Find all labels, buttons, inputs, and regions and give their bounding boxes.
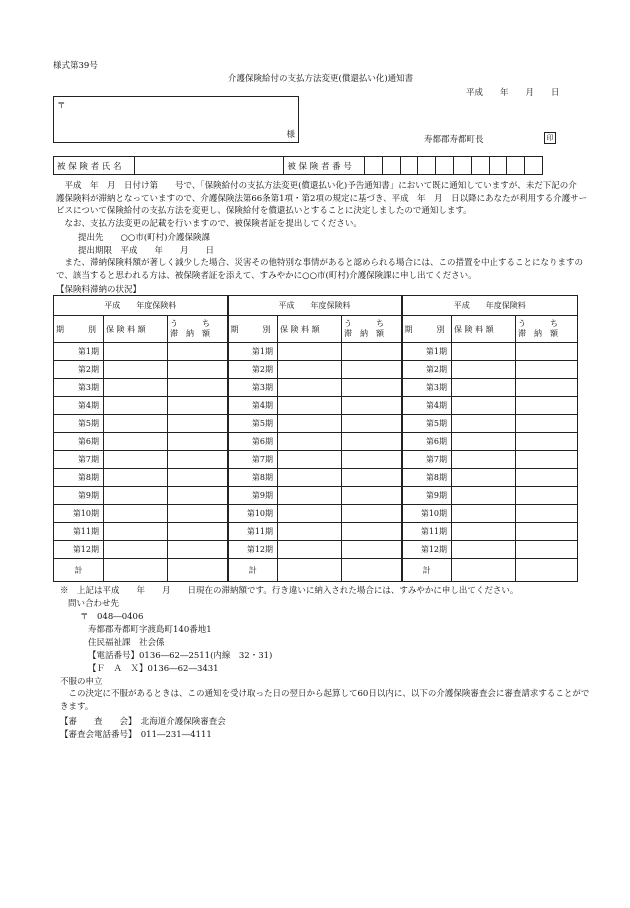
paragraph-line: で、該当すると思われる方は、被保険者証を添えて、すみやかに○○市(町村)介護保険課に申し出てください。 <box>56 270 477 281</box>
premium-amount-cell[interactable] <box>104 397 168 415</box>
table-row <box>54 541 578 559</box>
table-row <box>54 505 578 523</box>
arrears-column-header <box>168 316 228 343</box>
arrears-amount-cell[interactable] <box>516 415 578 433</box>
issuer: 寿都郡寿都町長 <box>424 135 484 145</box>
total-label: 計 <box>54 559 104 582</box>
inquiry-phone: 【電話番号】0136―62―2511(内線 32・31) <box>88 651 273 661</box>
period-label: 第2期 <box>402 361 452 379</box>
form-number: 様式第39号 <box>53 61 98 71</box>
period-label: 第8期 <box>402 469 452 487</box>
submission-deadline: 提出期限 平成 年 月 日 <box>78 246 215 256</box>
inquiry-fax: 【Ｆ Ａ Ｘ】0136―62―3431 <box>88 664 219 674</box>
period-label: 第10期 <box>54 505 104 523</box>
arrears-amount-cell[interactable] <box>168 379 228 397</box>
period-label: 第7期 <box>54 451 104 469</box>
arrears-amount-cell[interactable] <box>168 415 228 433</box>
body-paragraph-3 <box>56 257 583 282</box>
table-row <box>54 361 578 379</box>
paragraph-line: また、滞納保険料額が著しく減少した場合、災害その他特別な事情があると認められる場合には、この措置を中止することになりますの <box>56 258 584 268</box>
premium-amount-cell[interactable] <box>278 487 342 505</box>
arrears-amount-cell[interactable] <box>342 343 402 361</box>
premium-total-cell[interactable] <box>452 559 516 582</box>
premium-amount-cell[interactable] <box>104 343 168 361</box>
arrears-amount-cell[interactable] <box>342 505 402 523</box>
document-title: 介護保険給付の支払方法変更(償還払い化)通知書 <box>228 74 414 84</box>
arrears-amount-cell[interactable] <box>516 379 578 397</box>
appeal-line: この決定に不服があるときは、この通知を受け取った日の翌日から起算して60日以内に、以下の介護保険審査会に審査請求することがで <box>60 689 590 699</box>
insured-number-digit[interactable] <box>507 157 525 175</box>
arrears-amount-cell[interactable] <box>168 397 228 415</box>
period-label: 第4期 <box>228 397 278 415</box>
arrears-total-cell[interactable] <box>342 559 402 582</box>
insured-number-digit[interactable] <box>453 157 471 175</box>
arrears-amount-cell[interactable] <box>168 523 228 541</box>
premium-column-header: 保 険 料 額 <box>104 316 168 343</box>
arrears-amount-cell[interactable] <box>342 415 402 433</box>
period-label: 第5期 <box>228 415 278 433</box>
insured-number-digit[interactable] <box>471 157 489 175</box>
period-label: 第11期 <box>402 523 452 541</box>
premium-amount-cell[interactable] <box>104 487 168 505</box>
total-label: 計 <box>228 559 278 582</box>
address-box <box>53 96 299 143</box>
period-label: 第11期 <box>228 523 278 541</box>
period-label: 第1期 <box>54 343 104 361</box>
premium-amount-cell[interactable] <box>278 541 342 559</box>
period-label: 第6期 <box>228 433 278 451</box>
arrears-amount-cell[interactable] <box>168 343 228 361</box>
arrears-amount-cell[interactable] <box>168 469 228 487</box>
arrears-amount-cell[interactable] <box>342 361 402 379</box>
period-label: 第2期 <box>228 361 278 379</box>
premium-total-cell[interactable] <box>278 559 342 582</box>
arrears-table <box>53 295 578 582</box>
arrears-column-header-top: う ち <box>518 319 559 328</box>
submission-to: 提出先 ○○市(町村)介護保険課 <box>78 233 210 243</box>
period-label: 第9期 <box>54 487 104 505</box>
premium-amount-cell[interactable] <box>452 451 516 469</box>
arrears-amount-cell[interactable] <box>516 523 578 541</box>
arrears-amount-cell[interactable] <box>168 541 228 559</box>
period-label: 第10期 <box>402 505 452 523</box>
premium-amount-cell[interactable] <box>452 487 516 505</box>
arrears-amount-cell[interactable] <box>168 487 228 505</box>
period-label: 第7期 <box>228 451 278 469</box>
appeal-heading: 不服の申立 <box>60 677 103 687</box>
premium-amount-cell[interactable] <box>278 433 342 451</box>
insured-name-field[interactable] <box>134 157 284 175</box>
insured-info-table <box>53 156 543 175</box>
appeal-text <box>60 688 589 713</box>
insured-number-digit[interactable] <box>400 157 418 175</box>
insured-name-label: 被 保 険 者 氏 名 <box>54 157 135 175</box>
insured-number-digit[interactable] <box>436 157 454 175</box>
premium-amount-cell[interactable] <box>278 415 342 433</box>
premium-amount-cell[interactable] <box>452 361 516 379</box>
arrears-amount-cell[interactable] <box>516 469 578 487</box>
inquiry-address: 寿都郡寿都町字渡島町140番地1 <box>88 625 212 635</box>
paragraph-line: 平成 年 月 日付け第 号で、「保険給付の支払方法変更(償還払い化)予告通知書」において既に通知していますが、未だ下記の介 <box>56 181 577 191</box>
arrears-column-header-top: う ち <box>170 319 210 328</box>
arrears-amount-cell[interactable] <box>168 361 228 379</box>
appeal-line: きます。 <box>60 701 94 712</box>
premium-amount-cell[interactable] <box>278 397 342 415</box>
premium-amount-cell[interactable] <box>452 469 516 487</box>
period-label: 第4期 <box>54 397 104 415</box>
period-label: 第5期 <box>54 415 104 433</box>
arrears-total-cell[interactable] <box>516 559 578 582</box>
period-label: 第1期 <box>228 343 278 361</box>
premium-amount-cell[interactable] <box>104 361 168 379</box>
arrears-amount-cell[interactable] <box>516 361 578 379</box>
premium-column-header: 保 険 料 額 <box>278 316 342 343</box>
arrears-column-header-bottom: 滞 納 額 <box>170 329 210 338</box>
period-label: 第11期 <box>54 523 104 541</box>
premium-amount-cell[interactable] <box>278 523 342 541</box>
arrears-amount-cell[interactable] <box>168 505 228 523</box>
paragraph-line: ビスについて保険給付の支払方法を変更し、保険給付を償還払いとすることに決定しましたので通知します。 <box>56 206 472 216</box>
total-label: 計 <box>402 559 452 582</box>
arrears-total-cell[interactable] <box>168 559 228 582</box>
premium-amount-cell[interactable] <box>278 379 342 397</box>
premium-amount-cell[interactable] <box>452 541 516 559</box>
insured-number-digit[interactable] <box>489 157 507 175</box>
postal-mark: 〒 <box>57 101 66 111</box>
paragraph-line: なお、支払方法変更の記載を行いますので、被保険者証を提出してください。 <box>56 218 362 229</box>
period-label: 第7期 <box>402 451 452 469</box>
table-row <box>54 379 578 397</box>
arrears-amount-cell[interactable] <box>168 433 228 451</box>
premium-amount-cell[interactable] <box>452 379 516 397</box>
period-label: 第5期 <box>402 415 452 433</box>
arrears-amount-cell[interactable] <box>342 451 402 469</box>
arrears-column-header-top: う ち <box>344 319 385 328</box>
period-column-header: 期 別 <box>228 316 278 343</box>
table-row <box>54 487 578 505</box>
premium-amount-cell[interactable] <box>104 415 168 433</box>
insured-number-digit[interactable] <box>364 157 382 175</box>
premium-amount-cell[interactable] <box>452 343 516 361</box>
arrears-column-header-bottom: 滞 納 額 <box>518 329 559 338</box>
premium-amount-cell[interactable] <box>452 433 516 451</box>
premium-amount-cell[interactable] <box>278 343 342 361</box>
period-label: 第2期 <box>54 361 104 379</box>
honorific: 様 <box>286 130 295 140</box>
period-label: 第3期 <box>54 379 104 397</box>
year-header: 平成 年度保険料 <box>402 296 578 316</box>
arrears-column-header-bottom: 滞 納 額 <box>344 329 385 338</box>
period-label: 第6期 <box>402 433 452 451</box>
period-column-header: 期 別 <box>54 316 104 343</box>
premium-amount-cell[interactable] <box>278 361 342 379</box>
paragraph-line: 護保険料が滞納となっていますので、介護保険法第66条第1項・第2項の規定に基づき、平成 年 月 日以降にあなたが利用する介護サー <box>56 193 588 204</box>
arrears-amount-cell[interactable] <box>342 523 402 541</box>
period-label: 第3期 <box>402 379 452 397</box>
year-header: 平成 年度保険料 <box>228 296 402 316</box>
arrears-heading: 【保険料滞納の状況】 <box>56 285 142 295</box>
premium-total-cell[interactable] <box>104 559 168 582</box>
premium-amount-cell[interactable] <box>278 469 342 487</box>
period-label: 第4期 <box>402 397 452 415</box>
arrears-amount-cell[interactable] <box>342 541 402 559</box>
period-label: 第9期 <box>228 487 278 505</box>
premium-amount-cell[interactable] <box>104 505 168 523</box>
period-label: 第12期 <box>54 541 104 559</box>
premium-amount-cell[interactable] <box>104 523 168 541</box>
arrears-column-header <box>516 316 578 343</box>
arrears-amount-cell[interactable] <box>516 541 578 559</box>
arrears-amount-cell[interactable] <box>516 397 578 415</box>
insured-number-digit[interactable] <box>382 157 400 175</box>
footnote: ※ 上記は平成 年 月 日現在の滞納額です。行き違いに納入された場合には、すみやかに申し出てください。 <box>60 586 519 596</box>
period-label: 第8期 <box>54 469 104 487</box>
premium-amount-cell[interactable] <box>104 541 168 559</box>
arrears-amount-cell[interactable] <box>516 487 578 505</box>
premium-amount-cell[interactable] <box>104 433 168 451</box>
arrears-amount-cell[interactable] <box>342 379 402 397</box>
premium-column-header: 保 険 料 額 <box>452 316 516 343</box>
table-row <box>54 343 578 361</box>
table-row <box>54 451 578 469</box>
appeal-board: 【審 査 会】 北海道介護保険審査会 <box>60 717 226 727</box>
premium-amount-cell[interactable] <box>452 523 516 541</box>
appeal-board-phone: 【審査会電話番号】 011―231―4111 <box>60 730 212 740</box>
table-row <box>54 433 578 451</box>
premium-amount-cell[interactable] <box>452 505 516 523</box>
arrears-amount-cell[interactable] <box>168 451 228 469</box>
insured-number-digit[interactable] <box>525 157 543 175</box>
inquiry-department: 住民福祉課 社会係 <box>88 638 165 648</box>
period-label: 第10期 <box>228 505 278 523</box>
year-header: 平成 年度保険料 <box>54 296 228 316</box>
arrears-amount-cell[interactable] <box>342 487 402 505</box>
premium-amount-cell[interactable] <box>452 415 516 433</box>
period-label: 第6期 <box>54 433 104 451</box>
period-column-header: 期 別 <box>402 316 452 343</box>
arrears-amount-cell[interactable] <box>342 397 402 415</box>
period-label: 第8期 <box>228 469 278 487</box>
premium-amount-cell[interactable] <box>104 379 168 397</box>
inquiry-heading: 問い合わせ先 <box>68 599 120 609</box>
insured-number-label: 被 保 険 者 番 号 <box>284 157 365 175</box>
premium-amount-cell[interactable] <box>278 451 342 469</box>
period-label: 第1期 <box>402 343 452 361</box>
arrears-column-header <box>342 316 402 343</box>
table-row <box>54 523 578 541</box>
inquiry-postal: 〒 048―0406 <box>80 612 144 622</box>
table-row <box>54 469 578 487</box>
premium-amount-cell[interactable] <box>278 505 342 523</box>
body-paragraph-1 <box>56 180 587 230</box>
arrears-amount-cell[interactable] <box>342 433 402 451</box>
seal-mark: 印 <box>544 132 556 144</box>
arrears-amount-cell[interactable] <box>516 343 578 361</box>
date-line: 平成 年 月 日 <box>466 88 560 98</box>
table-row <box>54 397 578 415</box>
premium-amount-cell[interactable] <box>104 451 168 469</box>
insured-number-digit[interactable] <box>418 157 436 175</box>
period-label: 第12期 <box>402 541 452 559</box>
premium-amount-cell[interactable] <box>452 397 516 415</box>
period-label: 第3期 <box>228 379 278 397</box>
arrears-amount-cell[interactable] <box>516 505 578 523</box>
arrears-amount-cell[interactable] <box>516 433 578 451</box>
table-row <box>54 415 578 433</box>
period-label: 第12期 <box>228 541 278 559</box>
arrears-amount-cell[interactable] <box>516 451 578 469</box>
premium-amount-cell[interactable] <box>104 469 168 487</box>
arrears-amount-cell[interactable] <box>342 469 402 487</box>
period-label: 第9期 <box>402 487 452 505</box>
